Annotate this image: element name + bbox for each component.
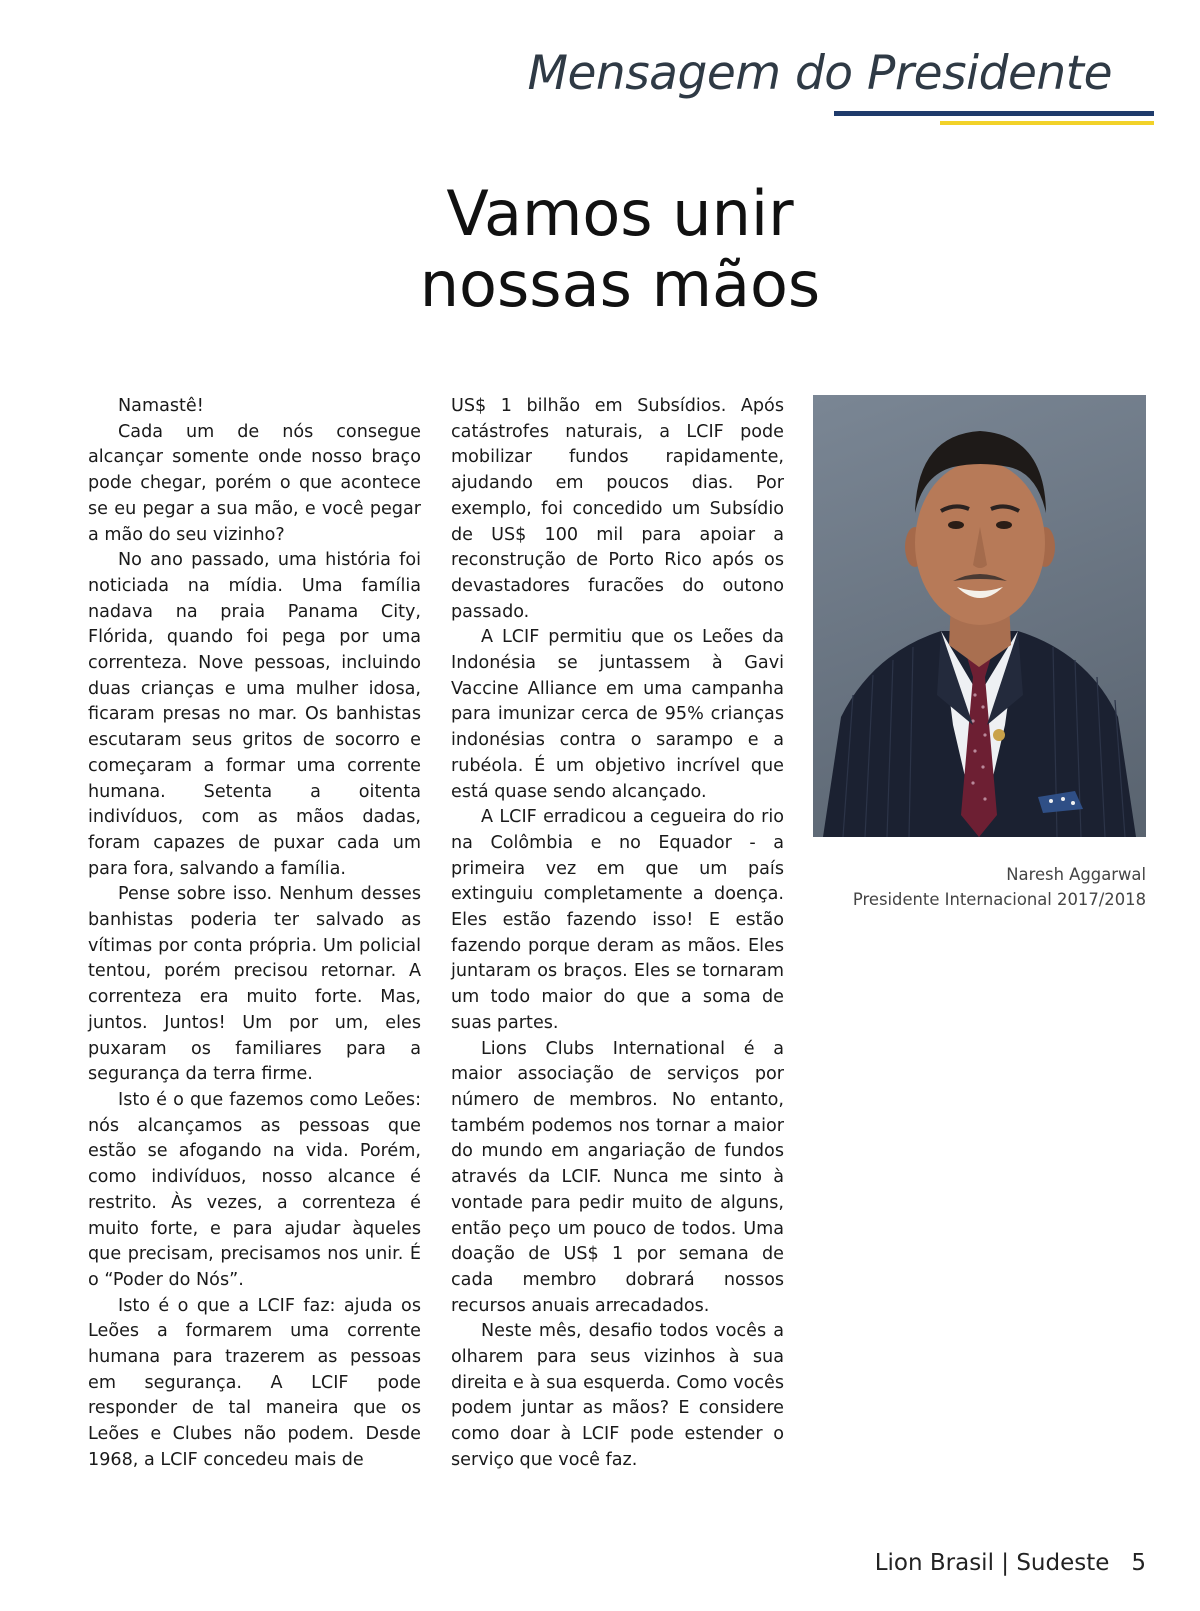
- headline-line-1: Vamos unir: [446, 177, 794, 250]
- paragraph: No ano passado, uma história foi noticiada na mídia. Uma família nadava na praia Panama City, Flórida, quando foi pega por uma correnteza. Nove pessoas, incluindo duas crianças e uma mulher idosa, ficaram presas no mar. Os banhistas escutaram seus gritos de socorro e começaram a formar uma corrente humana. Setenta a oitenta indivíduos, com as mãos dadas, foram capazes de puxar cada um para fora, salvando a família.: [88, 550, 421, 879]
- paragraph: Neste mês, desafio todos vocês a olharem para seus vizinhos à sua direita e à sua esquerda. Como vocês podem juntar as mãos? E considere como doar à LCIF pode estender o serviço que você faz.: [451, 1321, 784, 1470]
- president-portrait-photo: [813, 395, 1146, 837]
- paragraph: Isto é o que fazemos como Leões: nós alcançamos as pessoas que estão se afogando na vida. Porém, como indivíduos, nosso alcance é restrito. Às vezes, a correnteza é muito forte, e para ajudar àqueles que precisam, precisamos nos unir. É o “Poder do Nós”.: [88, 1089, 421, 1290]
- section-rule-navy: [834, 111, 1154, 116]
- article-headline: [0, 178, 1200, 320]
- page-footer: [875, 1550, 1146, 1576]
- portrait-illustration: [813, 395, 1146, 837]
- paragraph: Namastê!: [118, 396, 204, 416]
- caption-name: Naresh Aggarwal: [1006, 865, 1146, 884]
- photo-caption: [853, 862, 1146, 912]
- paragraph: Isto é o que a LCIF faz: ajuda os Leões a formarem uma corrente humana para trazerem as pessoas em segurança. A LCIF pode responder de tal maneira que os Leões e Clubes não podem. Desde 1968, a LCIF concedeu mais de: [88, 1295, 421, 1470]
- caption-title: Presidente Internacional 2017/2018: [852, 890, 1146, 909]
- article-column-2: [451, 394, 784, 1474]
- paragraph: Pense sobre isso. Nenhum desses banhistas poderia ter salvado as vítimas por conta própria. Um policial tentou, porém precisou retornar. A correnteza era muito forte. Mas, juntos. Juntos! Um por um, eles puxaram os familiares para a segurança da terra firme.: [88, 884, 421, 1085]
- paragraph: A LCIF erradicou a cegueira do rio na Colômbia e no Equador - a primeira vez em que um país extinguiu completamente a doença. Eles estão fazendo isso! E estão fazendo porque deram as mãos. Eles juntaram os braços. Eles se tornaram um todo maior do que a soma de suas partes.: [451, 807, 784, 1033]
- article-column-1: [88, 394, 421, 1474]
- paragraph: Cada um de nós consegue alcançar somente onde nosso braço pode chegar, porém o que acontece se eu pegar a sua mão, e você pegar a mão do seu vizinho?: [88, 421, 421, 545]
- footer-publication: Lion Brasil | Sudeste: [874, 1550, 1110, 1576]
- section-title: Mensagem do Presidente: [527, 46, 1112, 101]
- paragraph: Lions Clubs International é a maior associação de serviços por número de membros. No entanto, também podemos nos tornar a maior do mundo em angariação de fundos através da LCIF. Nunca me sinto à vontade para pedir muito de alguns, então peço um pouco de todos. Uma doação de US$ 1 por semana de cada membro dobrará nossos recursos anuais arrecadados.: [451, 1038, 784, 1316]
- paragraph: A LCIF permitiu que os Leões da Indonésia se juntassem à Gavi Vaccine Alliance em uma campanha para imunizar cerca de 95% crianças indonésias contra o sarampo e a rubéola. É um objetivo incrível que está quase sendo alcançado.: [451, 627, 784, 802]
- paragraph: US$ 1 bilhão em Subsídios. Após catástrofes naturais, a LCIF pode mobilizar fundos rapidamente, ajudando em poucos dias. Por exemplo, foi concedido um Subsídio de US$ 100 mil para apoiar a reconstrução de Porto Rico após os devastadores furacões do outono passado.: [451, 396, 784, 622]
- page-number: 5: [1131, 1550, 1146, 1576]
- section-rule-yellow: [940, 121, 1154, 125]
- headline-line-2: nossas mãos: [419, 248, 821, 321]
